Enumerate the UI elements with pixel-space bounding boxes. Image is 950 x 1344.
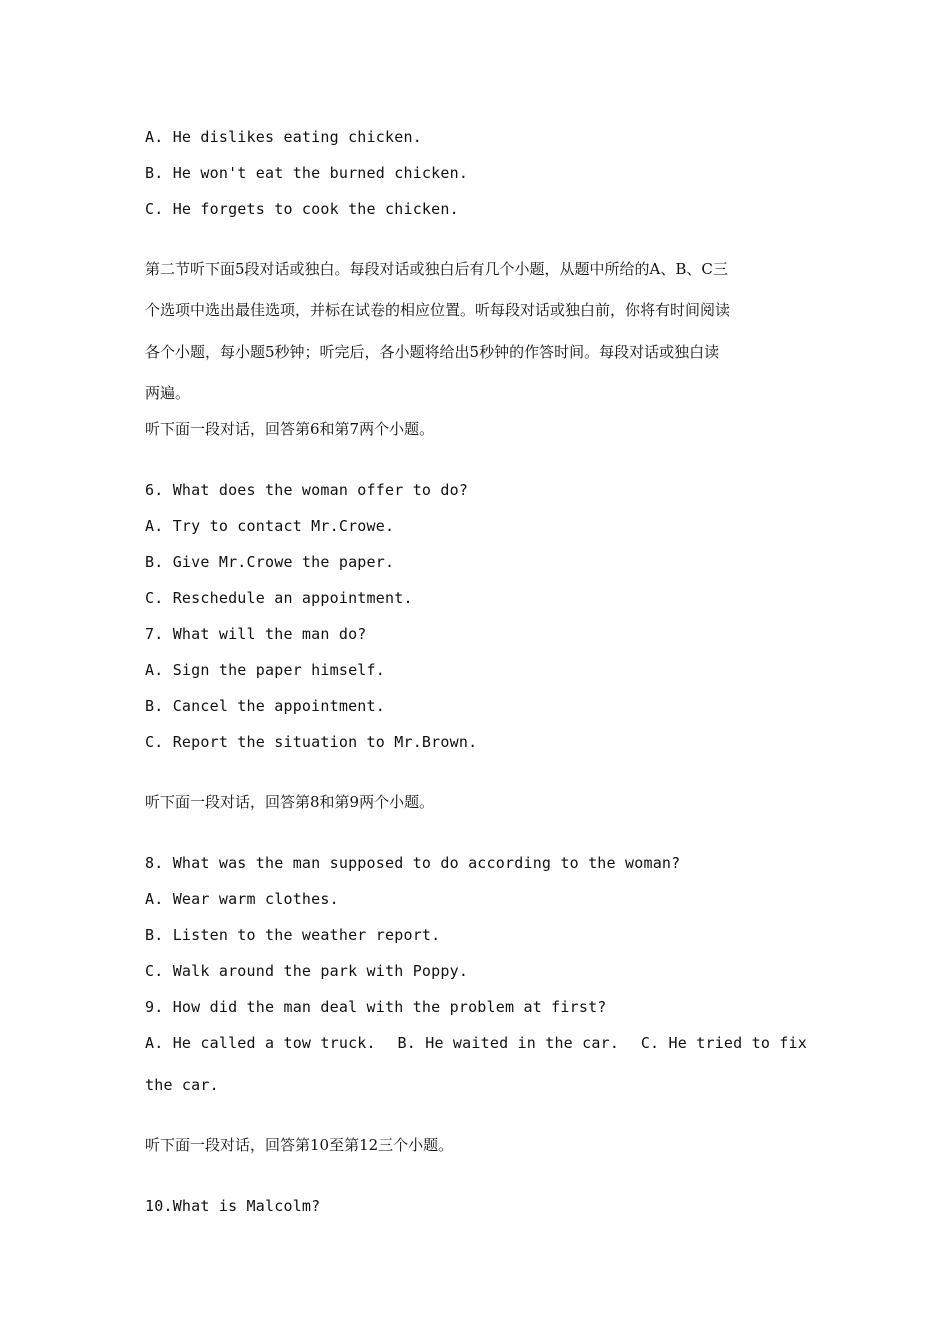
section2-instructions-line2: 个选项中选出最佳选项，并标在试卷的相应位置。听每段对话或独白前，你将有时间阅读 xyxy=(145,301,731,319)
q9-option-a: A. He called a tow truck. xyxy=(145,1034,376,1052)
q8-option-a: A. Wear warm clothes. xyxy=(145,890,339,908)
q6-option-c: C. Reschedule an appointment. xyxy=(145,589,413,607)
q5-option-a: A. He dislikes eating chicken. xyxy=(145,128,422,146)
q5-option-c: C. He forgets to cook the chicken. xyxy=(145,200,459,218)
section2-instructions-line4: 两遍。 xyxy=(145,384,191,402)
q7-option-b: B. Cancel the appointment. xyxy=(145,697,385,715)
q8-option-b: B. Listen to the weather report. xyxy=(145,926,441,944)
q9-options-row xyxy=(145,1033,807,1053)
section2-instructions-line3: 各个小题，每小题5秒钟；听完后，各小题将给出5秒钟的作答时间。每段对话或独白读 xyxy=(145,343,720,361)
q9-stem: 9. How did the man deal with the problem at first? xyxy=(145,998,607,1016)
q7-option-c: C. Report the situation to Mr.Brown. xyxy=(145,733,478,751)
q6-option-a: A. Try to contact Mr.Crowe. xyxy=(145,517,395,535)
q9-option-b: B. He waited in the car. xyxy=(397,1034,620,1052)
dialog3-intro: 听下面一段对话，回答第10至第12三个小题。 xyxy=(145,1136,454,1154)
q9-option-c: C. He tried to fix xyxy=(640,1034,807,1052)
q7-option-a: A. Sign the paper himself. xyxy=(145,661,385,679)
dialog1-intro: 听下面一段对话，回答第6和第7两个小题。 xyxy=(145,420,435,438)
q6-stem: 6. What does the woman offer to do? xyxy=(145,481,469,499)
q7-stem: 7. What will the man do? xyxy=(145,625,367,643)
q8-option-c: C. Walk around the park with Poppy. xyxy=(145,962,469,980)
q10-stem: 10.What is Malcolm? xyxy=(145,1197,321,1215)
q6-option-b: B. Give Mr.Crowe the paper. xyxy=(145,553,395,571)
q5-option-b: B. He won't eat the burned chicken. xyxy=(145,164,469,182)
dialog2-intro: 听下面一段对话，回答第8和第9两个小题。 xyxy=(145,793,435,811)
q9-option-c-continued: the car. xyxy=(145,1076,219,1094)
section2-instructions-line1: 第二节听下面5段对话或独白。每段对话或独白后有几个小题，从题中所给的A、B、C三 xyxy=(145,260,728,278)
q8-stem: 8. What was the man supposed to do according to the woman? xyxy=(145,854,681,872)
